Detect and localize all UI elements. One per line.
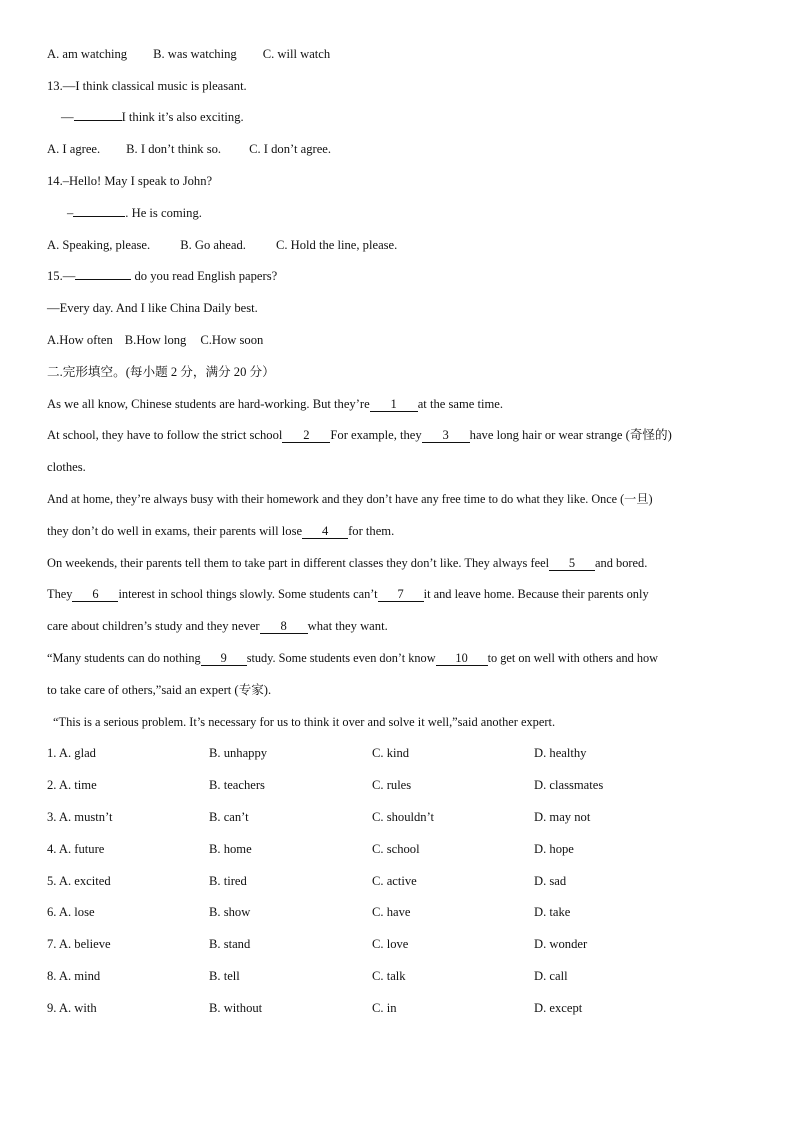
option-d: D. may not	[534, 810, 591, 824]
passage-line-2: At school, they have to follow the strict school 2 For example, they 3 have long hair or wear strange (奇怪的)	[47, 428, 672, 442]
q14-option-c: C. Hold the line, please.	[275, 238, 398, 252]
option-a: 9. A. with	[47, 1001, 97, 1015]
passage-line-7: They 6 interest in school things slowly. Some students can’t 7 it and leave home. Because their parents only	[47, 587, 649, 601]
q12-option-c: C. will watch	[262, 47, 331, 61]
q14-option-b: B. Go ahead.	[180, 238, 246, 252]
q14-blank	[73, 216, 125, 217]
option-a: 7. A. believe	[47, 937, 111, 951]
option-b: B. tell	[209, 969, 240, 983]
option-c: C. kind	[372, 746, 410, 760]
option-a: 2. A. time	[47, 778, 97, 792]
option-c: C. love	[372, 937, 409, 951]
option-b: B. teachers	[209, 778, 265, 792]
option-b: B. stand	[209, 937, 251, 951]
q14-stem: 14.–Hello! May I speak to John?	[47, 174, 213, 188]
q13-reply: — I think it’s also exciting.	[61, 110, 244, 124]
option-c: C. active	[372, 874, 417, 888]
q13-stem: 13.—I think classical music is pleasant.	[47, 79, 247, 93]
option-a: 5. A. excited	[47, 874, 111, 888]
q13-option-b: B. I don’t think so.	[126, 142, 222, 156]
option-b: B. show	[209, 905, 251, 919]
q12-option-b: B. was watching	[153, 47, 237, 61]
q15-reply: —Every day. And I like China Daily best.	[47, 301, 258, 315]
passage-line-6: On weekends, their parents tell them to take part in different classes they don’t like. They always feel 5 and bored.	[47, 556, 648, 570]
blank-8: 8	[260, 620, 308, 634]
blank-6: 6	[72, 588, 118, 602]
passage-line-4: And at home, they’re always busy with their homework and they don’t have any free time to do what they like. Once (一旦)	[47, 492, 653, 506]
q14-option-a: A. Speaking, please.	[47, 238, 151, 252]
q14-options	[47, 237, 397, 253]
q12-option-a: A. am watching	[47, 47, 128, 61]
blank-5: 5	[549, 557, 595, 571]
section-heading: 二.完形填空。(每小题 2 分，满分 20 分）	[47, 365, 275, 379]
passage-line-9: “Many students can do nothing 9 study. Some students even don’t know 10 to get on well with others and how	[47, 651, 658, 665]
option-c: C. have	[372, 905, 411, 919]
option-d: D. sad	[534, 874, 567, 888]
passage-line-3: clothes.	[47, 460, 86, 474]
option-c: C. shouldn’t	[372, 810, 435, 824]
q14-reply: – . He is coming.	[67, 206, 202, 220]
option-b: B. home	[209, 842, 252, 856]
q12-options	[47, 46, 330, 62]
q15-stem: 15.— do you read English papers?	[47, 269, 278, 283]
option-b: B. can’t	[209, 810, 249, 824]
option-c: C. talk	[372, 969, 406, 983]
q13-option-c: C. I don’t agree.	[249, 142, 332, 156]
passage-line-1: As we all know, Chinese students are hard-working. But they’re 1 at the same time.	[47, 397, 504, 411]
option-d: D. classmates	[534, 778, 604, 792]
blank-10: 10	[436, 652, 488, 666]
q15-option-c: C.How soon	[200, 333, 264, 347]
blank-2: 2	[282, 429, 330, 443]
option-a: 3. A. mustn’t	[47, 810, 113, 824]
blank-3: 3	[422, 429, 470, 443]
passage-line-11: “This is a serious problem. It’s necessary for us to think it over and solve it well,”said another expert.	[53, 715, 556, 729]
option-d: D. take	[534, 905, 571, 919]
q13-option-a: A. I agree.	[47, 142, 101, 156]
q13-options	[47, 141, 331, 157]
q15-blank	[75, 279, 131, 280]
option-c: C. school	[372, 842, 420, 856]
option-d: D. wonder	[534, 937, 588, 951]
blank-7: 7	[378, 588, 424, 602]
q15-options	[47, 332, 263, 348]
blank-4: 4	[302, 525, 348, 539]
option-a: 8. A. mind	[47, 969, 101, 983]
passage-line-5: they don’t do well in exams, their parents will lose 4 for them.	[47, 524, 395, 538]
option-d: D. except	[534, 1001, 583, 1015]
q15-option-b: B.How long	[124, 333, 187, 347]
q13-blank	[74, 120, 122, 121]
option-a: 1. A. glad	[47, 746, 96, 760]
option-a: 4. A. future	[47, 842, 105, 856]
blank-1: 1	[370, 398, 418, 412]
option-c: C. rules	[372, 778, 412, 792]
q15-option-a: A.How often	[47, 333, 113, 347]
option-d: D. hope	[534, 842, 574, 856]
passage-line-8: care about children’s study and they never 8 what they want.	[47, 619, 388, 633]
option-b: B. tired	[209, 874, 247, 888]
option-b: B. unhappy	[209, 746, 268, 760]
option-d: D. healthy	[534, 746, 587, 760]
option-b: B. without	[209, 1001, 263, 1015]
option-c: C. in	[372, 1001, 397, 1015]
blank-9: 9	[201, 652, 247, 666]
passage-line-10: to take care of others,”said an expert (专家).	[47, 683, 272, 697]
option-d: D. call	[534, 969, 568, 983]
option-a: 6. A. lose	[47, 905, 95, 919]
